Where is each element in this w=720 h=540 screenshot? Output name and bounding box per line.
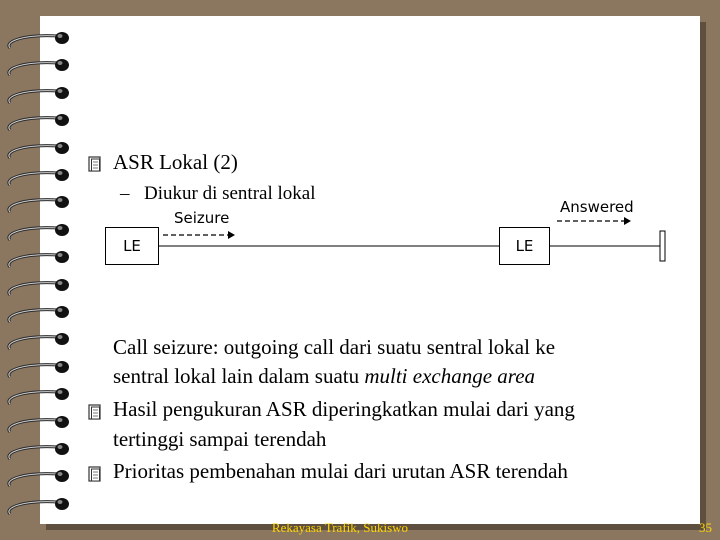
seizure-label: Seizure	[174, 209, 230, 227]
right-exchange-box	[499, 227, 550, 265]
answered-label: Answered	[560, 198, 634, 216]
paragraph-line-1: Call seizure: outgoing call dari suatu sentral lokal ke	[113, 335, 556, 359]
paragraph-line-2	[113, 364, 535, 389]
answered-arrowhead	[624, 217, 631, 225]
footer-page-number: 35	[699, 520, 712, 535]
footer-author: Rekayasa Trafik, Sukiswo	[271, 520, 409, 535]
bullet-heading: ASR Lokal (2)	[113, 150, 238, 174]
left-exchange-label: LE	[123, 237, 141, 255]
page-bullet-icon	[88, 404, 102, 421]
paragraph-line-2-text: sentral lokal lain dalam suatu	[113, 364, 365, 388]
sub-bullet-text: Diukur di sentral lokal	[144, 183, 316, 204]
bullet-2-line-1: Hasil pengukuran ASR diperingkatkan mulai dari yang	[113, 397, 575, 421]
bullet-2-line-2: tertinggi sampai terendah	[113, 427, 327, 451]
paragraph-line-2-emphasis: multi exchange area	[364, 364, 536, 388]
sub-bullet-dash: –	[120, 183, 130, 204]
bullet-3-text: Prioritas pembenahan mulai dari urutan ASR terendah	[113, 459, 568, 483]
right-exchange-label: LE	[515, 237, 534, 255]
terminal-icon	[660, 231, 665, 261]
page-bullet-icon	[88, 466, 102, 483]
left-exchange-box	[105, 227, 159, 265]
seizure-arrowhead	[228, 231, 235, 239]
